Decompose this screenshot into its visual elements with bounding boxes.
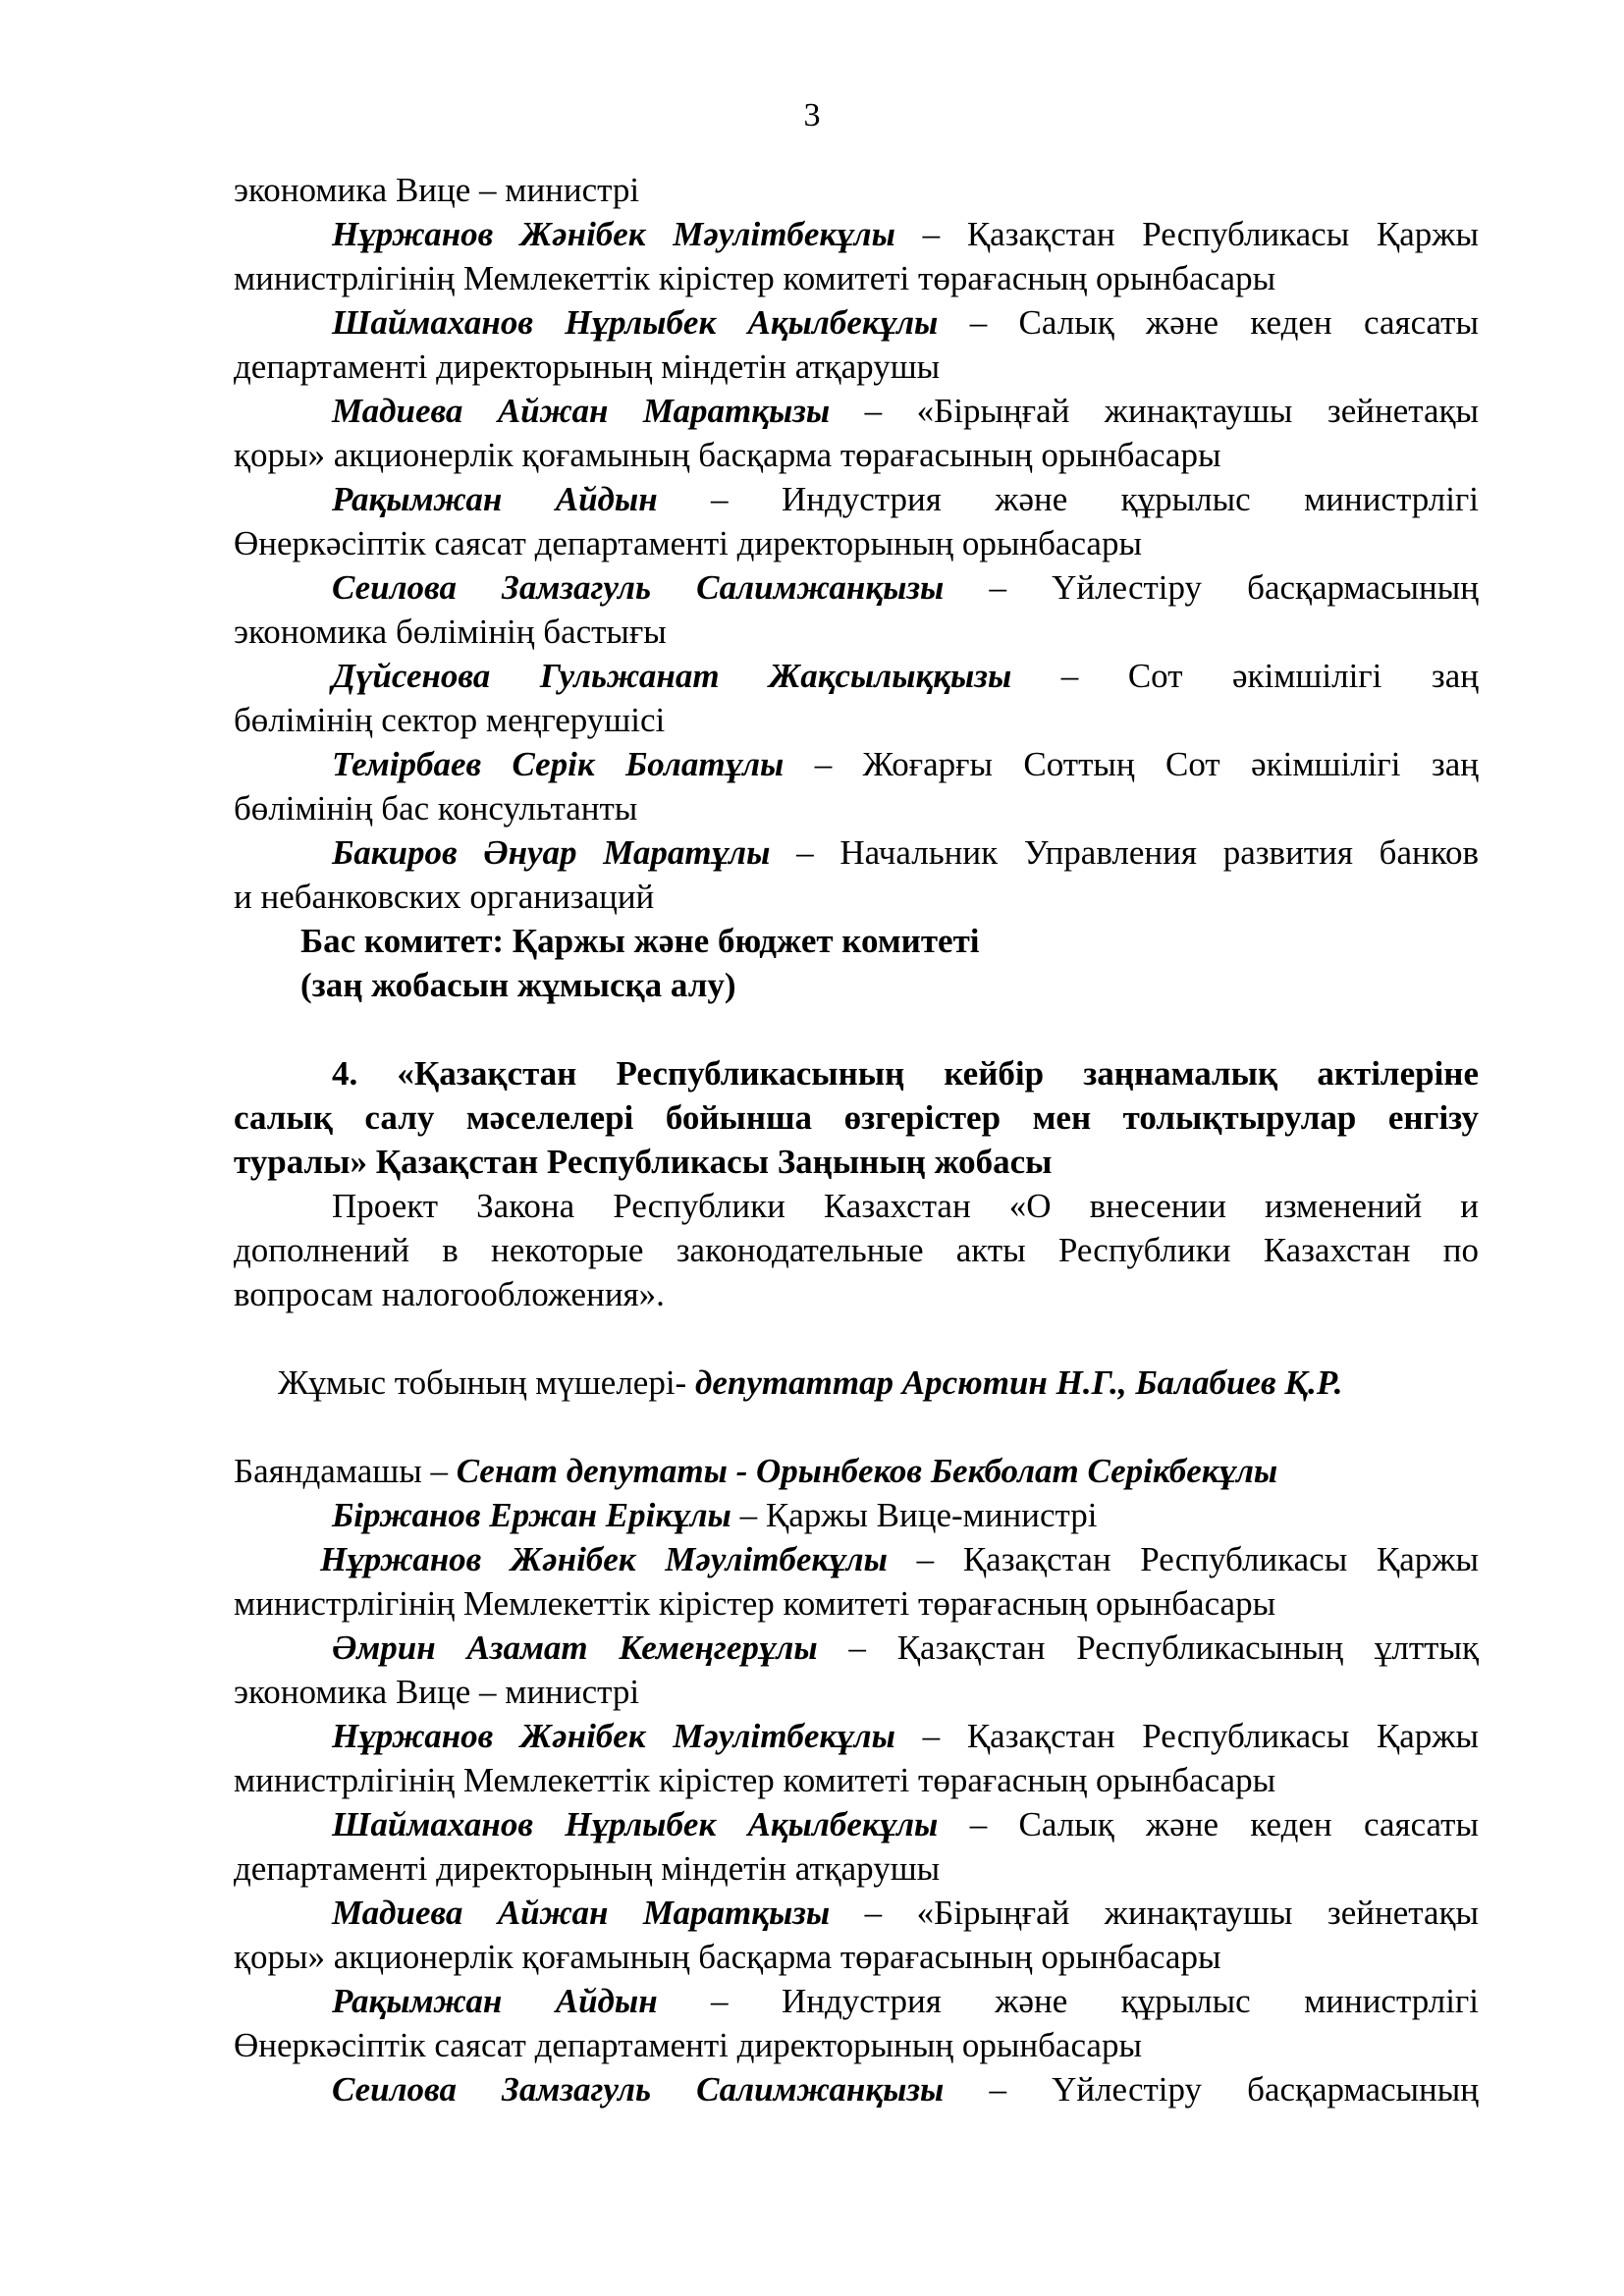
entry-role: Индустрия және құрылыс министрлігі	[781, 1982, 1479, 2020]
entry-first-line	[234, 300, 1479, 345]
person-name: Сеилова Замзагуль Салимжанқызы	[332, 2070, 945, 2109]
page-number: 3	[803, 97, 821, 133]
bill-russian-title	[234, 1184, 1479, 1316]
dash: –	[731, 1496, 766, 1534]
person-name: Бакиров Әнуар Маратұлы	[332, 833, 771, 872]
spacer	[234, 1316, 1479, 1361]
person-name: Біржанов Ержан Ерікұлы	[332, 1496, 731, 1534]
participant-entry	[234, 1493, 1479, 1537]
entry-role: Қазақстан Республикасы Қаржы	[962, 1540, 1479, 1578]
entry-second-line: департаменті директорының міндетін атқарушы	[234, 1849, 941, 1888]
person-name: Мадиева Айжан Маратқызы	[332, 392, 831, 430]
entry-first-line	[234, 477, 1479, 521]
entry-second-line: қоры» акционерлік қоғамының басқарма төрағасының орынбасары	[234, 436, 1221, 474]
dash: –	[817, 1629, 897, 1667]
entry-first-line	[234, 2067, 1479, 2111]
entry-first-line	[234, 1979, 1479, 2023]
entry-first-line	[234, 1891, 1479, 1935]
entry-role: «Бірыңғай жинақтаушы зейнетақы	[916, 392, 1480, 430]
dash: –	[944, 568, 1053, 607]
participant-entry	[234, 389, 1479, 477]
entry-first-line	[234, 389, 1479, 433]
dash: –	[770, 833, 840, 872]
russian-title-line: вопросам налогообложения».	[234, 1275, 665, 1313]
participant-entry	[234, 1626, 1479, 1714]
working-group-members: депутаттар Арсютин Н.Г., Балабиев Қ.Р.	[694, 1363, 1343, 1402]
dash: –	[944, 2070, 1053, 2109]
entry-role: Жоғарғы Соттың Сот әкімшілігі заң	[862, 745, 1479, 783]
entry-first-line	[234, 1802, 1479, 1846]
entry-first-line	[234, 1714, 1479, 1758]
participant-entry	[234, 300, 1479, 389]
participant-entry	[234, 1891, 1479, 1979]
dash: –	[657, 480, 782, 518]
dash: –	[938, 1805, 1019, 1843]
dash: –	[894, 1717, 967, 1755]
person-name: Рақымжан Айдын	[332, 1982, 658, 2020]
dash: –	[1011, 657, 1128, 695]
dash: –	[887, 1540, 963, 1578]
entry-role: Начальник Управления развития банков	[839, 833, 1479, 872]
entry-second-line: экономика Вице – министрі	[234, 1673, 640, 1711]
bill-title-line: туралы» Қазақстан Республикасы Заңының жобасы	[234, 1143, 1053, 1181]
entry-second-line: Өнеркәсіптік саясат департаменті директорының орынбасары	[234, 2026, 1142, 2064]
document-body	[234, 168, 1479, 2111]
entry-role: Салық және кеден саясаты	[1018, 1805, 1479, 1843]
bill-title	[234, 1051, 1479, 1184]
spacer	[234, 1007, 1479, 1051]
bill-title-line: 4. «Қазақстан Республикасының кейбір заңнамалық актілеріне	[332, 1054, 1479, 1093]
person-name: Нұржанов Жәнібек Мәулітбекұлы	[332, 215, 895, 253]
entry-second-line: бөлімінің сектор меңгерушісі	[234, 701, 666, 739]
person-name: Әмрин Азамат Кемеңгерұлы	[332, 1629, 818, 1667]
entry-first-line	[234, 1626, 1479, 1670]
entry-second-line: и небанковских организаций	[234, 878, 655, 916]
entry-role: Қазақстан Республикасының ұлттық	[896, 1629, 1479, 1667]
speaker-label: Баяндамашы –	[234, 1452, 457, 1490]
participant-entry	[234, 742, 1479, 830]
participant-entry	[234, 565, 1479, 654]
participant-entry	[234, 654, 1479, 742]
entry-second-line: министрлігінің Мемлекеттік кірістер комитеті төрағасның орынбасары	[234, 259, 1276, 297]
committee-note: (заң жобасын жұмысқа алу)	[300, 966, 736, 1004]
dash: –	[657, 1982, 782, 2020]
dash: –	[830, 1894, 917, 1932]
entry-first-line	[234, 565, 1479, 610]
spacer	[234, 1405, 1479, 1449]
entry-second-line: Өнеркәсіптік саясат департаменті директорының орынбасары	[234, 524, 1142, 562]
intro-line: экономика Вице – министрі	[234, 171, 640, 209]
entry-first-line	[234, 212, 1479, 256]
participant-entry	[234, 1537, 1479, 1626]
dash: –	[938, 303, 1019, 342]
dash: –	[894, 215, 967, 253]
entry-second-line: министрлігінің Мемлекеттік кірістер комитеті төрағасның орынбасары	[234, 1584, 1276, 1623]
entry-first-line	[234, 742, 1479, 786]
participant-entry	[234, 477, 1479, 565]
person-name: Шаймаханов Нұрлыбек Ақылбекұлы	[332, 303, 939, 342]
entry-role: «Бірыңғай жинақтаушы зейнетақы	[916, 1894, 1480, 1932]
working-group-label: Жұмыс тобының мүшелері-	[278, 1363, 695, 1402]
entry-second-line: департаменті директорының міндетін атқарушы	[234, 347, 941, 386]
bill-title-line: салық салу мәселелері бойынша өзгерістер мен толықтырулар енгізу	[234, 1098, 1479, 1137]
participant-entry	[234, 2067, 1479, 2111]
working-group	[234, 1361, 1479, 1405]
entry-role: Үйлестіру басқармасының	[1052, 568, 1480, 607]
entry-second-line: қоры» акционерлік қоғамының басқарма төрағасының орынбасары	[234, 1938, 1221, 1976]
person-name: Нұржанов Жәнібек Мәулітбекұлы	[332, 1717, 895, 1755]
lead-committee: Бас комитет: Қаржы және бюджет комитеті	[300, 922, 980, 960]
russian-title-line: Проект Закона Республики Казахстан «О внесении изменений и	[332, 1187, 1479, 1225]
participant-entry	[234, 212, 1479, 300]
russian-title-line: дополнений в некоторые законодательные акты Республики Казахстан по	[234, 1231, 1479, 1269]
person-name: Нұржанов Жәнібек Мәулітбекұлы	[320, 1540, 888, 1578]
entry-first-line	[234, 1493, 1479, 1537]
entry-role: Қазақстан Республикасы Қаржы	[966, 215, 1479, 253]
person-name: Сеилова Замзагуль Салимжанқызы	[332, 568, 945, 607]
participant-entry	[234, 1979, 1479, 2067]
entry-role: Үйлестіру басқармасының	[1052, 2070, 1480, 2109]
entry-role: Салық және кеден саясаты	[1018, 303, 1479, 342]
entry-second-line: экономика бөлімінің бастығы	[234, 613, 667, 651]
entry-first-line	[234, 1537, 1479, 1581]
entry-role: Қаржы Вице-министрі	[765, 1496, 1098, 1534]
entry-role: Сот әкімшілігі заң	[1127, 657, 1480, 695]
person-name: Мадиева Айжан Маратқызы	[332, 1894, 831, 1932]
dash: –	[784, 745, 863, 783]
entry-second-line: министрлігінің Мемлекеттік кірістер комитеті төрағасның орынбасары	[234, 1761, 1276, 1799]
person-name: Рақымжан Айдын	[332, 480, 658, 518]
entry-role: Қазақстан Республикасы Қаржы	[966, 1717, 1479, 1755]
entry-role: Индустрия және құрылыс министрлігі	[781, 480, 1479, 518]
person-name: Шаймаханов Нұрлыбек Ақылбекұлы	[332, 1805, 939, 1843]
participant-entry	[234, 1802, 1479, 1891]
entry-first-line	[234, 654, 1479, 698]
entry-first-line	[234, 830, 1479, 875]
speaker-name: Сенат депутаты - Орынбеков Бекболат Серікбекұлы	[456, 1452, 1278, 1490]
dash: –	[830, 392, 917, 430]
person-name: Темірбаев Серік Болатұлы	[332, 745, 785, 783]
participant-entry	[234, 830, 1479, 919]
person-name: Дүйсенова Гульжанат Жақсылыққызы	[332, 657, 1012, 695]
participant-entry	[234, 1714, 1479, 1802]
speaker	[234, 1449, 1479, 1493]
entry-second-line: бөлімінің бас консультанты	[234, 789, 638, 828]
